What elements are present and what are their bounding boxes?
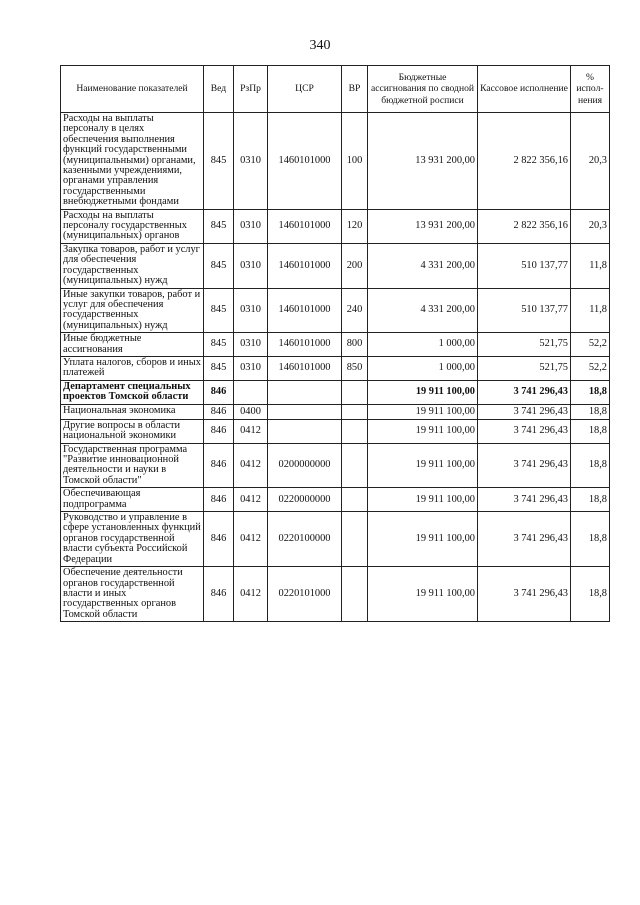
row-cash: 521,75 bbox=[478, 356, 571, 380]
table-row bbox=[61, 288, 610, 333]
table-row bbox=[61, 419, 610, 443]
row-rzpr: 0412 bbox=[234, 488, 268, 512]
table-row bbox=[61, 404, 610, 419]
row-pct: 18,8 bbox=[571, 512, 610, 567]
table-row bbox=[61, 113, 610, 210]
row-ved: 845 bbox=[204, 356, 234, 380]
table-header-row bbox=[61, 66, 610, 113]
table-row bbox=[61, 512, 610, 567]
row-rzpr: 0310 bbox=[234, 209, 268, 243]
row-ved: 845 bbox=[204, 209, 234, 243]
row-rzpr: 0412 bbox=[234, 443, 268, 488]
row-cash: 3 741 296,43 bbox=[478, 443, 571, 488]
row-budget: 1 000,00 bbox=[368, 356, 478, 380]
row-pct: 18,8 bbox=[571, 443, 610, 488]
row-vr: 100 bbox=[342, 113, 368, 210]
page-number: 340 bbox=[309, 38, 331, 53]
row-cash: 3 741 296,43 bbox=[478, 488, 571, 512]
header-pct: % испол-нения bbox=[571, 66, 610, 113]
row-name: Департамент специальных проектов Томской области bbox=[61, 380, 204, 404]
table-body bbox=[61, 113, 610, 622]
header-vr: ВР bbox=[342, 66, 368, 113]
row-ved: 846 bbox=[204, 567, 234, 622]
row-csr: 0220100000 bbox=[268, 512, 342, 567]
table-row bbox=[61, 380, 610, 404]
row-pct: 18,8 bbox=[571, 488, 610, 512]
table-row bbox=[61, 443, 610, 488]
row-vr bbox=[342, 488, 368, 512]
row-pct: 18,8 bbox=[571, 380, 610, 404]
row-budget: 19 911 100,00 bbox=[368, 488, 478, 512]
row-pct: 18,8 bbox=[571, 419, 610, 443]
row-name: Закупка товаров, работ и услуг для обеспечения государственных (муниципальных) нужд bbox=[61, 243, 204, 288]
header-cash: Кассовое исполнение bbox=[478, 66, 571, 113]
row-rzpr: 0310 bbox=[234, 288, 268, 333]
row-ved: 846 bbox=[204, 419, 234, 443]
row-vr: 850 bbox=[342, 356, 368, 380]
row-pct: 18,8 bbox=[571, 404, 610, 419]
row-vr bbox=[342, 380, 368, 404]
budget-execution-table bbox=[60, 65, 610, 622]
row-budget: 19 911 100,00 bbox=[368, 404, 478, 419]
header-budget: Бюджетные ассигнования по сводной бюджетной росписи bbox=[368, 66, 478, 113]
row-budget: 19 911 100,00 bbox=[368, 443, 478, 488]
row-pct: 20,3 bbox=[571, 209, 610, 243]
row-rzpr: 0400 bbox=[234, 404, 268, 419]
row-rzpr: 0412 bbox=[234, 512, 268, 567]
row-cash: 3 741 296,43 bbox=[478, 512, 571, 567]
row-budget: 19 911 100,00 bbox=[368, 380, 478, 404]
row-cash: 510 137,77 bbox=[478, 288, 571, 333]
row-name: Другие вопросы в области национальной экономики bbox=[61, 419, 204, 443]
row-ved: 845 bbox=[204, 113, 234, 210]
row-pct: 52,2 bbox=[571, 356, 610, 380]
row-name: Иные бюджетные ассигнования bbox=[61, 333, 204, 357]
table-row bbox=[61, 488, 610, 512]
row-csr: 1460101000 bbox=[268, 356, 342, 380]
header-csr: ЦСР bbox=[268, 66, 342, 113]
table-row bbox=[61, 567, 610, 622]
row-name: Расходы на выплаты персоналу в целях обеспечения выполнения функций государственными (муниципальными) органами, казенными учреждениями, органами управления государственными внебюджетными фондами bbox=[61, 113, 204, 210]
row-csr: 1460101000 bbox=[268, 288, 342, 333]
row-ved: 845 bbox=[204, 333, 234, 357]
row-ved: 846 bbox=[204, 380, 234, 404]
row-budget: 1 000,00 bbox=[368, 333, 478, 357]
row-csr: 1460101000 bbox=[268, 333, 342, 357]
row-pct: 52,2 bbox=[571, 333, 610, 357]
row-cash: 3 741 296,43 bbox=[478, 567, 571, 622]
row-vr bbox=[342, 404, 368, 419]
row-vr: 200 bbox=[342, 243, 368, 288]
row-csr bbox=[268, 419, 342, 443]
row-budget: 19 911 100,00 bbox=[368, 512, 478, 567]
row-rzpr: 0310 bbox=[234, 113, 268, 210]
header-rzpr: РзПр bbox=[234, 66, 268, 113]
header-name: Наименование показателей bbox=[61, 66, 204, 113]
row-csr bbox=[268, 380, 342, 404]
row-name: Национальная экономика bbox=[61, 404, 204, 419]
row-rzpr: 0412 bbox=[234, 567, 268, 622]
row-csr: 1460101000 bbox=[268, 243, 342, 288]
row-budget: 19 911 100,00 bbox=[368, 567, 478, 622]
header-ved: Вед bbox=[204, 66, 234, 113]
row-csr: 1460101000 bbox=[268, 209, 342, 243]
row-name: Обеспечивающая подпрограмма bbox=[61, 488, 204, 512]
table-row bbox=[61, 209, 610, 243]
table-row bbox=[61, 356, 610, 380]
row-pct: 20,3 bbox=[571, 113, 610, 210]
table-row bbox=[61, 333, 610, 357]
row-ved: 846 bbox=[204, 404, 234, 419]
row-budget: 4 331 200,00 bbox=[368, 288, 478, 333]
row-name: Обеспечение деятельности органов государственной власти и иных государственных органов Томской области bbox=[61, 567, 204, 622]
row-rzpr: 0310 bbox=[234, 356, 268, 380]
row-rzpr: 0310 bbox=[234, 243, 268, 288]
row-name: Иные закупки товаров, работ и услуг для обеспечения государственных (муниципальных) нужд bbox=[61, 288, 204, 333]
row-cash: 521,75 bbox=[478, 333, 571, 357]
row-vr: 240 bbox=[342, 288, 368, 333]
row-vr bbox=[342, 419, 368, 443]
row-ved: 846 bbox=[204, 443, 234, 488]
row-vr: 800 bbox=[342, 333, 368, 357]
row-cash: 510 137,77 bbox=[478, 243, 571, 288]
row-name: Государственная программа "Развитие инновационной деятельности и науки в Томской области" bbox=[61, 443, 204, 488]
row-rzpr bbox=[234, 380, 268, 404]
row-budget: 13 931 200,00 bbox=[368, 113, 478, 210]
row-csr bbox=[268, 404, 342, 419]
row-budget: 19 911 100,00 bbox=[368, 419, 478, 443]
row-vr bbox=[342, 512, 368, 567]
row-cash: 2 822 356,16 bbox=[478, 113, 571, 210]
row-name: Руководство и управление в сфере установленных функций органов государственной власти субъекта Российской Федерации bbox=[61, 512, 204, 567]
row-pct: 11,8 bbox=[571, 288, 610, 333]
row-csr: 0220000000 bbox=[268, 488, 342, 512]
row-name: Уплата налогов, сборов и иных платежей bbox=[61, 356, 204, 380]
row-csr: 0220101000 bbox=[268, 567, 342, 622]
row-pct: 18,8 bbox=[571, 567, 610, 622]
row-ved: 846 bbox=[204, 488, 234, 512]
row-budget: 4 331 200,00 bbox=[368, 243, 478, 288]
row-cash: 3 741 296,43 bbox=[478, 419, 571, 443]
row-pct: 11,8 bbox=[571, 243, 610, 288]
row-cash: 3 741 296,43 bbox=[478, 404, 571, 419]
row-cash: 2 822 356,16 bbox=[478, 209, 571, 243]
row-vr: 120 bbox=[342, 209, 368, 243]
row-vr bbox=[342, 567, 368, 622]
row-csr: 0200000000 bbox=[268, 443, 342, 488]
row-cash: 3 741 296,43 bbox=[478, 380, 571, 404]
row-budget: 13 931 200,00 bbox=[368, 209, 478, 243]
row-rzpr: 0412 bbox=[234, 419, 268, 443]
row-name: Расходы на выплаты персоналу государственных (муниципальных) органов bbox=[61, 209, 204, 243]
row-rzpr: 0310 bbox=[234, 333, 268, 357]
row-vr bbox=[342, 443, 368, 488]
row-ved: 846 bbox=[204, 512, 234, 567]
row-ved: 845 bbox=[204, 243, 234, 288]
row-csr: 1460101000 bbox=[268, 113, 342, 210]
table-row bbox=[61, 243, 610, 288]
row-ved: 845 bbox=[204, 288, 234, 333]
